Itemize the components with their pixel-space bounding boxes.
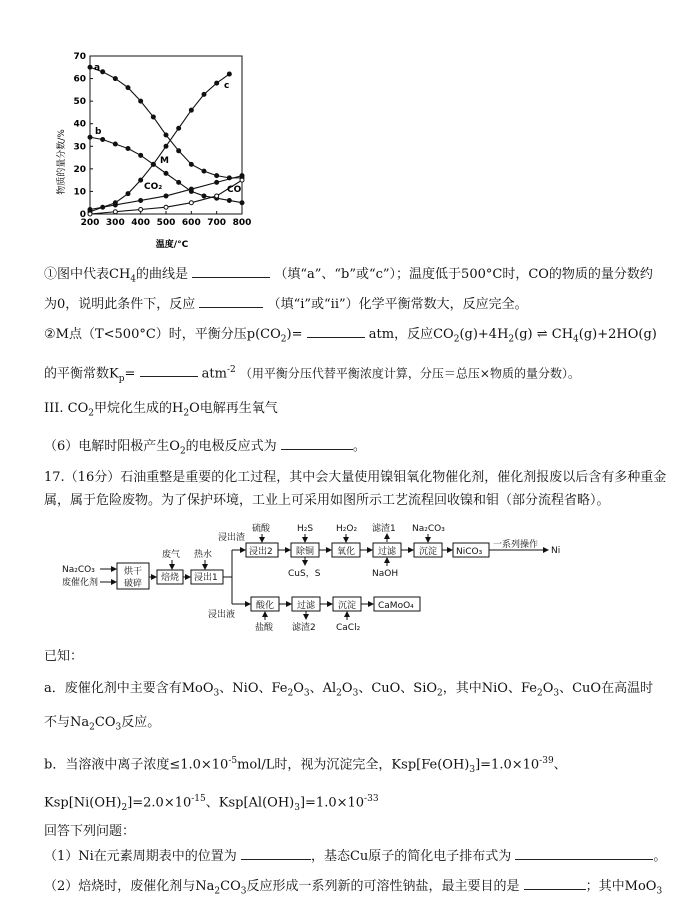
known-a-t6: 、CuO、SiO [358, 681, 438, 696]
label-c: c [224, 81, 230, 91]
q1-blank2[interactable] [199, 295, 263, 308]
point-b [164, 171, 168, 175]
point-b [88, 135, 92, 139]
point-CO2 [215, 180, 219, 184]
flow-ni: Ni [551, 546, 561, 556]
q1-text: ①图中代表CH [44, 267, 131, 282]
answer-q2-t3: 反应形成一系列新的可溶性钠盐，最主要目的是 [246, 879, 520, 894]
flow-box-filter: 过滤 [378, 547, 397, 557]
known-a-t2: 、NiO、Fe [219, 681, 288, 696]
y-tick-label: 60 [73, 74, 86, 85]
point-b [113, 142, 117, 146]
flow-cus-s: CuS，S [288, 569, 321, 579]
y-tick-label: 40 [73, 119, 86, 130]
known-a-t5: O [341, 681, 353, 696]
known-c-t2: ]=2.0×10 [127, 795, 192, 811]
known-b-t3: ]=1.0×10 [475, 757, 540, 773]
q1-text4: 为0，说明此条件下，反应 [44, 297, 196, 312]
answer-q1-blank2[interactable] [515, 847, 653, 860]
q1-line1: ①图中代表$CH_4$的曲线是 （填“a”、“b”或“c”）；温度低于500°C时，CO的物质的量分数约 [44, 267, 653, 285]
answer-q2: （2）焙烧时，废催化剂与$Na_2CO_3$反应形成一系列新的可溶性钠盐，最主要目的是 ；其中MoO$_3$ [44, 879, 663, 897]
q1-line2 [44, 295, 528, 313]
flow-residue2: 滤渣2 [292, 623, 316, 633]
answer-q1-t2: ，基态Cu原子的简化电子排布式为 [310, 849, 512, 864]
point-CO [215, 194, 219, 198]
flow-box-precip: 沉淀 [419, 547, 438, 557]
process-flowchart [60, 522, 580, 637]
point-a [177, 149, 181, 153]
point-CO [139, 207, 143, 211]
known-b-exp1: -5 [228, 756, 238, 766]
known-c-t4: ]=1.0×10 [299, 795, 365, 811]
y-tick-label: 50 [73, 97, 86, 108]
point-a [202, 169, 206, 173]
flow-leach-liquid: 浸出液 [208, 610, 236, 620]
x-tick-label: 700 [207, 218, 227, 228]
point-b [139, 153, 143, 157]
flow-box-roast: 焙烧 [161, 573, 180, 583]
label-M: M [160, 156, 169, 166]
known-c-t3: 、Ksp[Al(OH) [205, 795, 295, 811]
flow-box-oxidize: 氧化 [337, 547, 356, 557]
point-a [164, 133, 168, 137]
known-b-t2: mol/L时，视为沉淀完全，Ksp[Fe(OH) [237, 757, 470, 773]
known-a-t7: ，其中NiO、Fe [442, 681, 537, 696]
point-CO2 [240, 174, 244, 178]
answer-q2-t2: CO [220, 879, 241, 894]
known-a-t4: 、Al [309, 681, 337, 696]
point-CO [240, 178, 244, 182]
flow-box-decopper: 除铜 [296, 547, 315, 557]
q2-text4: (g)+4H [459, 327, 509, 342]
point-c [189, 108, 193, 112]
sec3-heading: III. $CO_2$甲烷化生成的$H_2O$电解再生氧气 [44, 401, 278, 419]
answer-q1-t1: （1）Ni在元素周期表中的位置为 [44, 849, 237, 864]
flow-box-acidify: 酸化 [256, 601, 275, 611]
point-a [139, 99, 143, 103]
answer-title: 回答下列问题： [44, 824, 136, 839]
q2-line2: 的平衡常数$K_p= atm^{-2}$ （用平衡分压代替平衡浓度计算，分压＝总压×物质的量分数）。 [44, 365, 580, 384]
sec3-text1: III. CO [44, 401, 89, 416]
flow-box-camoo4: CaMoO₄ [378, 601, 414, 611]
chart-ylabel: 物质的量分数/% [57, 129, 67, 195]
y-tick-label: 30 [73, 142, 86, 153]
flow-hot-water: 热水 [194, 550, 213, 560]
x-tick-label: 200 [80, 218, 100, 228]
point-CO2 [88, 207, 92, 211]
flow-box-nico3: NiCO₃ [456, 547, 483, 557]
known-a-t10: 不与Na [44, 715, 90, 730]
flow-h2o2: H₂O₂ [336, 524, 358, 534]
known-b-t4: 、 [553, 757, 567, 773]
point-CO [113, 210, 117, 214]
known-a-t1: a．废催化剂中主要含有MoO [44, 681, 214, 696]
known-a-t9: 、CuO在高温时 [559, 681, 654, 696]
q2-blank2[interactable] [140, 364, 198, 377]
point-c [126, 192, 130, 196]
point-a [189, 162, 193, 166]
point-a [151, 115, 155, 119]
y-tick-label: 10 [73, 187, 86, 198]
point-CO2 [164, 194, 168, 198]
q6-text2: 的电极反应式为 [185, 439, 277, 454]
point-a [126, 86, 130, 90]
point-b [101, 138, 105, 142]
label-a: a [94, 63, 101, 73]
answer-q1-blank1[interactable] [241, 847, 311, 860]
x-tick-label: 600 [181, 218, 201, 228]
point-c [215, 81, 219, 85]
q17-line1: 17.（16分）石油重整是重要的化工过程，其中会大量使用镍钼氧化物催化剂，催化剂报废以后含有多种重金 [44, 470, 667, 485]
known-c-exp1: -15 [191, 794, 206, 804]
known-b-line2: $Ksp[Ni(OH)_2]=2.0\times 10^{-15}$、$Ksp[Al(OH)_3]=1.0\times 10^{-33}$ [44, 794, 379, 813]
flow-cacl2: CaCl₂ [336, 623, 361, 633]
flow-h2s: H₂S [297, 524, 314, 534]
answer-q2-t1: （2）焙烧时，废催化剂与Na [44, 879, 215, 894]
flow-box-filter2: 过滤 [297, 601, 316, 611]
x-tick-label: 400 [131, 218, 151, 228]
series-line-CO2 [90, 176, 242, 210]
y-tick-label: 70 [73, 52, 86, 62]
label-co2: CO₂ [144, 182, 163, 192]
q1-blank1[interactable] [192, 265, 270, 278]
known-a-line2: 不与$Na_2CO_3$反应。 [44, 715, 161, 733]
flow-box-dry: 烘干 [124, 567, 143, 577]
q6-text1: （6）电解时阳极产生O [44, 439, 180, 454]
point-a [88, 65, 92, 69]
q1-text5: （填“i”或“ii”）化学平衡常数大，反应完全。 [267, 297, 528, 312]
point-c [177, 126, 181, 130]
known-c-t1: Ksp[Ni(OH) [44, 795, 122, 811]
point-c [202, 92, 206, 96]
known-title: 已知： [44, 649, 84, 664]
point-b [177, 180, 181, 184]
q1-text3: （填“a”、“b”或“c”）；温度低于500°C时，CO的物质的量分数约 [274, 267, 653, 282]
q1-text2: 的曲线是 [136, 267, 189, 282]
q2-text7: O(g) [627, 327, 657, 342]
flow-naoh: NaOH [372, 569, 399, 579]
answer-q2-t4: ；其中MoO [585, 879, 657, 894]
point-CO [88, 212, 92, 216]
label-b: b [95, 127, 102, 137]
q2-text5: (g) ⇌ CH [514, 327, 574, 342]
q2-text8: 的平衡常数K [44, 366, 119, 382]
known-a-t11: CO [94, 715, 116, 730]
known-c-exp2: -33 [364, 794, 379, 804]
flow-sulfuric-acid: 硫酸 [252, 524, 271, 534]
q2-text9: = [124, 366, 136, 382]
known-b-exp2: -39 [539, 756, 554, 766]
known-a-t8: O [542, 681, 554, 696]
point-b [126, 147, 130, 151]
flow-box-precip2: 沉淀 [338, 601, 357, 611]
point-CO2 [139, 198, 143, 202]
q2-text2: )= [286, 327, 303, 342]
point-c [139, 178, 143, 182]
q6-text3: 。 [352, 439, 366, 454]
q17-line2: 属，属于危险废物。为了保护环境，工业上可采用如图所示工艺流程回收镍和钼（部分流程省略）。 [44, 493, 610, 508]
point-c [227, 72, 231, 76]
q2-text3: atm，反应CO [368, 327, 454, 342]
y-tick-label: 20 [73, 164, 86, 175]
x-tick-label: 300 [105, 218, 125, 228]
point-b [227, 198, 231, 202]
flow-in-na2co3: Na₂CO₃ [62, 565, 95, 575]
label-co: CO [227, 185, 242, 195]
answer-q2-blank[interactable] [524, 877, 586, 890]
q2-text1: ②M点（T<500°C）时，平衡分压p(CO [44, 327, 281, 342]
q2-text6: (g)+2H [578, 327, 628, 342]
known-a-line1: a．废催化剂中主要含有MoO$_3$、NiO、$Fe_2O_3$、$Al_2O_3$、CuO、SiO$_2$，其中NiO、$Fe_2O_3$、CuO在高温时 [44, 681, 654, 699]
flow-in-catalyst: 废催化剂 [62, 578, 99, 588]
q2-text10: atm [201, 366, 227, 382]
point-a [113, 77, 117, 81]
flow-na2co3-2: Na₂CO₃ [412, 524, 445, 534]
answer-q1 [44, 847, 666, 865]
known-a-t3: O [293, 681, 304, 696]
point-b [240, 201, 244, 205]
q2-text11: （用平衡分压代替平衡浓度计算，分压＝总压×物质的量分数）。 [239, 366, 580, 381]
flow-residue1: 滤渣1 [372, 524, 396, 534]
chart-xlabel: 温度/°C [155, 240, 189, 250]
q6-blank[interactable] [281, 437, 353, 450]
flow-hcl: 盐酸 [255, 623, 274, 633]
sec3-text3: O电解再生氧气 [189, 401, 278, 416]
sec3-text2: 甲烷化生成的H [94, 401, 184, 416]
known-b-line1: b．当溶液中离子浓度$\le 1.0\times 10^{-5}mol/L$时，视为沉淀完全，$Ksp[Fe(OH)_3]=1.0\times 10^{-39}$、 [44, 756, 567, 775]
known-a-t12: 反应。 [121, 715, 161, 730]
flow-waste-gas: 废气 [162, 550, 181, 560]
flow-box-crush: 破碎 [124, 579, 143, 589]
q2-line1: ②M点（T<500°C）时，平衡分压$p(CO_2)=$ atm，反应$CO_2(g)+4H_2(g)$ ⇌ $CH_4(g)+2HO(g)$ [44, 327, 657, 345]
point-a [215, 174, 219, 178]
point-CO [164, 205, 168, 209]
point-b [202, 194, 206, 198]
point-a [101, 70, 105, 74]
x-tick-label: 500 [156, 218, 176, 228]
mole-fraction-chart [52, 42, 272, 252]
point-CO2 [189, 187, 193, 191]
known-b-t1: b．当溶液中离子浓度≤1.0×10 [44, 757, 229, 773]
point-c [151, 162, 155, 166]
point-CO2 [113, 203, 117, 207]
y-tick-label: 0 [79, 210, 86, 220]
flow-box-leach1: 浸出1 [194, 573, 218, 583]
flow-box-leach2: 浸出2 [249, 547, 273, 557]
point-CO [189, 201, 193, 205]
flow-leach-residue: 浸出渣 [218, 533, 246, 543]
x-tick-label: 800 [232, 218, 252, 228]
answer-q1-t3: 。 [653, 849, 667, 864]
flow-series-ops: 一系列操作 [493, 540, 539, 550]
q6-line: （6）电解时阳极产生$O_2$的电极反应式为 。 [44, 439, 366, 457]
point-c [164, 144, 168, 148]
q2-blank1[interactable] [307, 325, 365, 338]
